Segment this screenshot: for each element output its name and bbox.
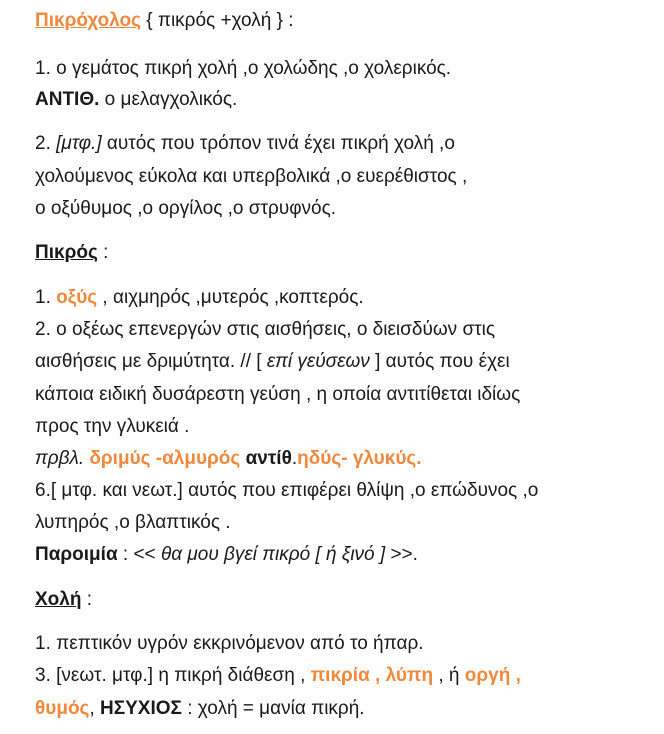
pikros-sense-1 bbox=[35, 286, 364, 310]
compare-synonyms: δριμύς -αλμυρός bbox=[84, 448, 241, 469]
headword-choli: Χολή bbox=[35, 589, 82, 610]
entry-pikros-header bbox=[35, 241, 108, 265]
entry-choli-header bbox=[35, 588, 92, 612]
pikrocholos-sense-2-line-2: χολούμενος εύκολα και υπερβολικά ,ο ευερέθιστος , bbox=[35, 166, 468, 187]
headword-pikros: Πικρός bbox=[35, 242, 98, 263]
compare-antonyms: ηδύς- γλυκύς. bbox=[297, 448, 422, 469]
source-hesychius: ΗΣΥΧΙΟΣ bbox=[94, 698, 182, 719]
proverb-open: : << bbox=[117, 544, 161, 565]
highlight-grief: πικρία , λύπη bbox=[305, 665, 434, 686]
compare-label: πρβλ. bbox=[35, 448, 85, 469]
sense-text: : χολή = μανία πικρή. bbox=[181, 698, 365, 719]
headword-pikrocholos: Πικρόχολος bbox=[35, 10, 141, 31]
entry-pikrocholos-header bbox=[35, 9, 294, 33]
sense-text: 3. [νεωτ. μτφ.] η πικρή διάθεση , bbox=[35, 665, 306, 686]
usage-tag: [μτφ.] bbox=[56, 133, 102, 154]
pikrocholos-sense-2-line-1 bbox=[35, 132, 455, 156]
highlight-synonym: οξύς bbox=[56, 287, 98, 308]
header-colon: : bbox=[97, 242, 109, 263]
highlight-anger: οργή , bbox=[464, 665, 521, 686]
antonym-label: αντίθ bbox=[240, 448, 292, 469]
sense-text: αισθήσεις με δριμύτητα. // [ bbox=[35, 351, 267, 372]
pikros-sense-6-line-2: λυπηρός ,ο βλαπτικός . bbox=[35, 512, 231, 533]
pikros-sense-6-line-1: 6.[ μτφ. και νεωτ.] αυτός που επιφέρει θλίψη ,ο επώδυνος ,ο bbox=[35, 480, 539, 501]
highlight-wrath: θυμός bbox=[35, 698, 90, 719]
choli-sense-1: 1. πεπτικόν υγρόν εκκρινόμενον από το ήπαρ. bbox=[35, 633, 424, 654]
proverb-label: Παροιμία bbox=[35, 544, 118, 565]
antonym-label: ΑΝΤΙΘ. bbox=[35, 89, 100, 110]
sense-number: 1. bbox=[35, 287, 57, 308]
pikros-sense-2-line-1: 2. ο οξέως επενεργών στις αισθήσεις, ο διεισδύων στις bbox=[35, 319, 496, 340]
choli-sense-3-line-2 bbox=[35, 697, 365, 721]
usage-tag: επί γεύσεων bbox=[266, 351, 370, 372]
sense-text: αυτός που τρόπον τινά έχει πικρή χολή ,ο bbox=[101, 133, 455, 154]
pikros-sense-2-line-4: προς την γλυκειά . bbox=[35, 416, 190, 437]
pikrocholos-antonym bbox=[35, 88, 237, 112]
pikros-proverb bbox=[35, 543, 418, 567]
comma: , bbox=[89, 698, 95, 719]
sense-text: ] αυτός που έχει bbox=[369, 351, 510, 372]
proverb-text: θα μου βγεί πικρό [ ή ξινό ] bbox=[160, 544, 386, 565]
sense-text: , αιχμηρός ,μυτερός ,κοπτερός. bbox=[97, 287, 364, 308]
pikros-sense-2-line-2 bbox=[35, 350, 510, 374]
dot: . bbox=[291, 448, 298, 469]
pikrocholos-sense-2-line-3: ο οξύθυμος ,ο οργίλος ,ο στρυφνός. bbox=[35, 198, 337, 219]
pikros-compare bbox=[35, 447, 422, 471]
etymology: { πικρός +χολή } : bbox=[140, 10, 294, 31]
proverb-close: >>. bbox=[385, 544, 418, 565]
sense-text: , ή bbox=[433, 665, 465, 686]
pikrocholos-sense-1: 1. ο γεμάτος πικρή χολή ,ο χολώδης ,ο χολερικός. bbox=[35, 58, 452, 79]
pikros-sense-2-line-3: κάποια ειδική δυσάρεστη γεύση , η οποία αντιτίθεται ιδίως bbox=[35, 384, 521, 405]
header-colon: : bbox=[81, 589, 93, 610]
choli-sense-3-line-1 bbox=[35, 664, 521, 688]
antonym-text: ο μελαγχολικός. bbox=[99, 89, 238, 110]
sense-number: 2. bbox=[35, 133, 57, 154]
